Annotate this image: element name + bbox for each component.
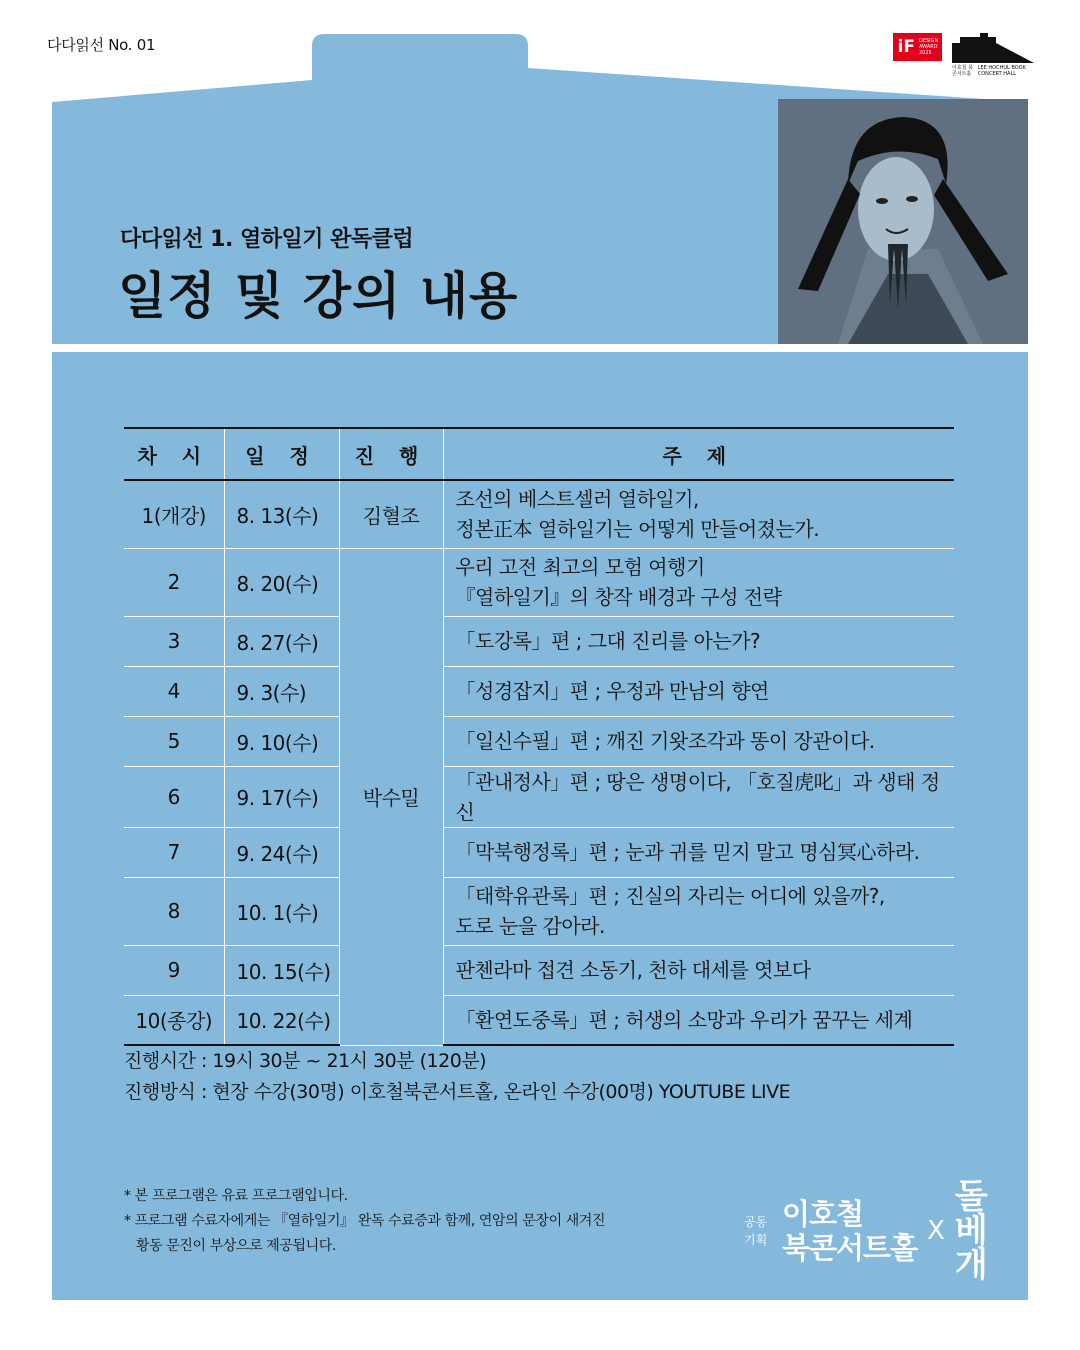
note-line: * 프로그램 수료자에게는 『열하일기』 완독 수료증과 함께, 연암의 문장이 새겨진	[124, 1213, 606, 1229]
session-cell: 6	[124, 766, 224, 827]
page-title: 일정 및 강의 내용	[118, 267, 519, 325]
session-cell: 5	[124, 716, 224, 766]
topic-line: 도로 눈을 감아라.	[455, 914, 605, 938]
date-cell: 10. 15(수)	[224, 945, 339, 995]
if-mark: iF	[897, 37, 915, 57]
topic-line: 정본正本 열하일기는 어떻게 만들어졌는가.	[455, 517, 820, 542]
topic-line: 우리 고전 최고의 모험 여행기	[455, 555, 705, 579]
topic-cell: 「환연도중록」편 ; 허생의 소망과 우리가 꿈꾸는 세계	[443, 995, 954, 1045]
table-row	[124, 945, 954, 995]
topic-cell: 판첸라마 접견 소동기, 천하 대세를 엿보다	[443, 945, 954, 995]
topic-cell	[443, 877, 954, 945]
topic-line: 조선의 베스트셀러 열하일기,	[455, 487, 699, 512]
topic-cell: 「도강록」편 ; 그대 진리를 아는가?	[443, 616, 954, 666]
table-row	[124, 616, 954, 666]
table-row	[124, 827, 954, 877]
program-info	[124, 1046, 790, 1108]
date-cell: 9. 10(수)	[224, 716, 339, 766]
table-row	[124, 766, 954, 827]
session-cell: 7	[124, 827, 224, 877]
scholar-portrait	[778, 99, 1028, 344]
header-host: 진 행	[339, 428, 443, 480]
date-cell: 9. 24(수)	[224, 827, 339, 877]
if-award-text: DESIGN AWARD 2025	[919, 38, 939, 56]
session-cell: 1(개강)	[124, 480, 224, 548]
date-cell: 10. 22(수)	[224, 995, 339, 1045]
program-time: 진행시간 : 19시 30분 ~ 21시 30분 (120분)	[124, 1050, 487, 1072]
topic-line: 「태학유관록」편 ; 진실의 자리는 어디에 있을까?,	[455, 884, 885, 908]
session-cell: 2	[124, 548, 224, 616]
host-cell: 김혈조	[339, 480, 443, 548]
date-cell: 9. 17(수)	[224, 766, 339, 827]
topic-cell: 「관내정사」편 ; 땅은 생명이다, 「호질虎叱」과 생태 정신	[443, 766, 954, 827]
series-number: 다다읽선 No. 01	[47, 36, 156, 54]
session-cell: 3	[124, 616, 224, 666]
header-session: 차 시	[124, 428, 224, 480]
date-cell: 10. 1(수)	[224, 877, 339, 945]
host-cell: 박수밀	[339, 548, 443, 1045]
hall-name-line: 북콘서트홀	[782, 1231, 918, 1265]
cross-icon: X	[927, 1216, 945, 1246]
hall-name-line: 이호철	[782, 1197, 864, 1231]
schedule-table	[124, 427, 954, 1046]
table-row	[124, 716, 954, 766]
date-cell: 9. 3(수)	[224, 666, 339, 716]
session-cell: 4	[124, 666, 224, 716]
topic-line: 『열하일기』의 창작 배경과 구성 전략	[455, 585, 782, 609]
topic-cell: 「성경잡지」편 ; 우정과 만남의 향연	[443, 666, 954, 716]
table-header-row	[124, 428, 954, 480]
session-cell: 10(종강)	[124, 995, 224, 1045]
program-method: 진행방식 : 현장 수강(30명) 이호철북콘서트홀, 온라인 수강(00명) YOUTUBE LIVE	[124, 1081, 791, 1103]
note-line: 황동 문진이 부상으로 제공됩니다.	[136, 1238, 336, 1254]
table-row	[124, 877, 954, 945]
topic-cell	[443, 548, 954, 616]
session-cell: 8	[124, 877, 224, 945]
topic-cell: 「막북행정록」편 ; 눈과 귀를 믿지 말고 명심冥心하라.	[443, 827, 954, 877]
hall-logo-kr: 이호철 북콘서트홀	[952, 65, 973, 77]
note-line: * 본 프로그램은 유료 프로그램입니다.	[124, 1188, 348, 1204]
topic-cell: 「일신수필」편 ; 깨진 기왓조각과 똥이 장관이다.	[443, 716, 954, 766]
table-row	[124, 480, 954, 548]
header-topic: 주 제	[443, 428, 954, 480]
topic-cell	[443, 480, 954, 548]
table-row	[124, 666, 954, 716]
date-cell: 8. 20(수)	[224, 548, 339, 616]
table-row	[124, 995, 954, 1045]
date-cell: 8. 27(수)	[224, 616, 339, 666]
hall-name-logo	[782, 1197, 917, 1265]
date-cell: 8. 13(수)	[224, 480, 339, 548]
program-subtitle: 다다읽선 1. 열하일기 완독클럽	[120, 227, 414, 252]
co-plan-label: 공동 기획	[744, 1215, 768, 1247]
table-row	[124, 548, 954, 616]
session-cell: 9	[124, 945, 224, 995]
notes	[124, 1184, 605, 1259]
hall-logo-en: LEE HOCHUL BOOK CONCERT HALL	[977, 65, 1026, 77]
header-date: 일 정	[224, 428, 339, 480]
co-organizer-logos	[744, 1177, 1015, 1285]
publisher-logo: 돌베개	[954, 1177, 988, 1285]
